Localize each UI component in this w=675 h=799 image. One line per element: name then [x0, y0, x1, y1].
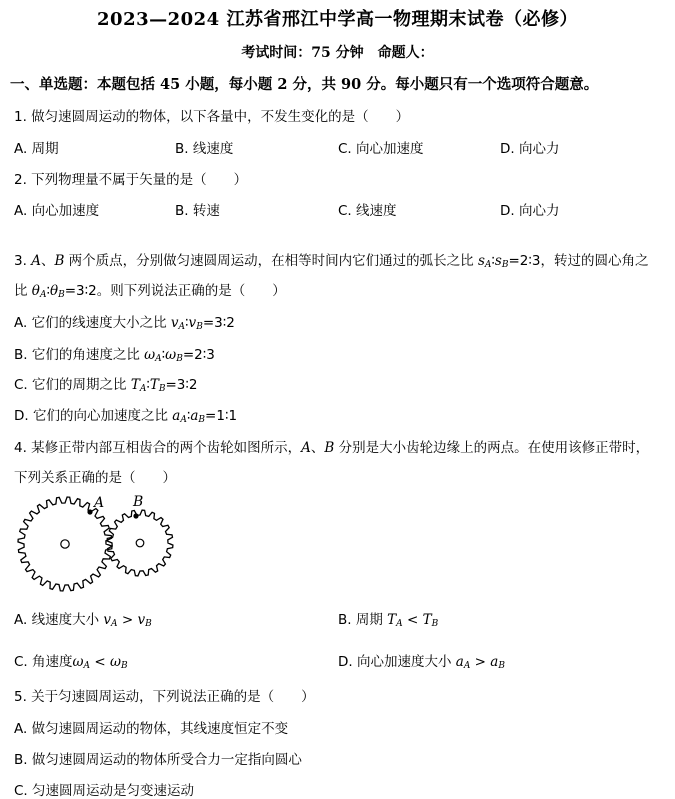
- q5-option-a: A. 做匀速圆周运动的物体，其线速度恒定不变: [14, 721, 289, 737]
- q1-option-d: D. 向心力: [500, 141, 560, 157]
- q2-stem: 2. 下列物理量不属于矢量的是（ ）: [14, 172, 248, 188]
- q4-option-c: C. 角速度$\omega_A < \omega_B$: [14, 654, 128, 671]
- q2-option-a: A. 向心加速度: [14, 203, 100, 219]
- exam-title: 2023—2024 江苏省邢江中学高一物理期末试卷（必修）: [97, 9, 578, 30]
- q5-option-b: B. 做匀速圆周运动的物体所受合力一定指向圆心: [14, 752, 302, 768]
- q3-option-d: D. 它们的向心加速度之比 $a_A∶a_B=1∶1$: [14, 408, 238, 425]
- q2-option-d: D. 向心力: [500, 203, 560, 219]
- q5-stem: 5. 关于匀速圆周运动，下列说法正确的是（ ）: [14, 689, 315, 705]
- large-gear-axle: [61, 540, 69, 548]
- q3-option-b: B. 它们的角速度之比 $\omega_A∶\omega_B=2∶3$: [14, 347, 215, 364]
- q3-option-a: A. 它们的线速度大小之比 $v_A∶v_B=3∶2$: [14, 315, 235, 332]
- small-gear: [107, 510, 173, 576]
- q2-option-c: C. 线速度: [338, 203, 397, 219]
- q3-stem-line1: 3. A、B 两个质点，分别做匀速圆周运动，在相等时间内它们通过的弧长之比 $s_A∶s_B=2∶3$，转过的圆心角之: [14, 253, 649, 270]
- q3-option-c: C. 它们的周期之比 $T_A∶T_B=3∶2$: [14, 377, 198, 394]
- q1-option-a: A. 周期: [14, 141, 59, 157]
- q4-stem-line1: 4. 某修正带内部互相齿合的两个齿轮如图所示，A、B 分别是大小齿轮边缘上的两点。在使用该修正带时，: [14, 440, 650, 456]
- point-b-marker: [133, 513, 138, 518]
- q1-option-b: B. 线速度: [175, 141, 234, 157]
- section-heading: 一、单选题：本题包括 45 小题，每小题 2 分，共 90 分。每小题只有一个选项符合题意。: [10, 76, 599, 93]
- q1-option-c: C. 向心加速度: [338, 141, 424, 157]
- q4-stem-line2: 下列关系正确的是（ ）: [14, 470, 176, 486]
- q1-stem: 1. 做匀速圆周运动的物体，以下各量中，不发生变化的是（ ）: [14, 109, 410, 125]
- point-b-label: B: [133, 494, 144, 510]
- q4-option-d: D. 向心加速度大小 $a_A > a_B$: [338, 654, 505, 671]
- q3-stem-line2: 比 $\theta_A∶\theta_B=3∶2$。则下列说法正确的是（ ）: [14, 283, 286, 300]
- q5-option-c: C. 匀速圆周运动是匀变速运动: [14, 783, 195, 799]
- q4-option-b: B. 周期 $T_A < T_B$: [338, 612, 439, 629]
- q4-option-a: A. 线速度大小 $v_A > v_B$: [14, 612, 152, 629]
- gear-diagram: [10, 490, 180, 595]
- point-a-marker: [87, 509, 92, 514]
- q2-option-b: B. 转速: [175, 203, 220, 219]
- large-gear: [18, 497, 112, 591]
- point-a-label: A: [94, 495, 105, 511]
- exam-subtitle: 考试时间：75 分钟 命题人：: [241, 45, 434, 61]
- small-gear-axle: [136, 539, 144, 547]
